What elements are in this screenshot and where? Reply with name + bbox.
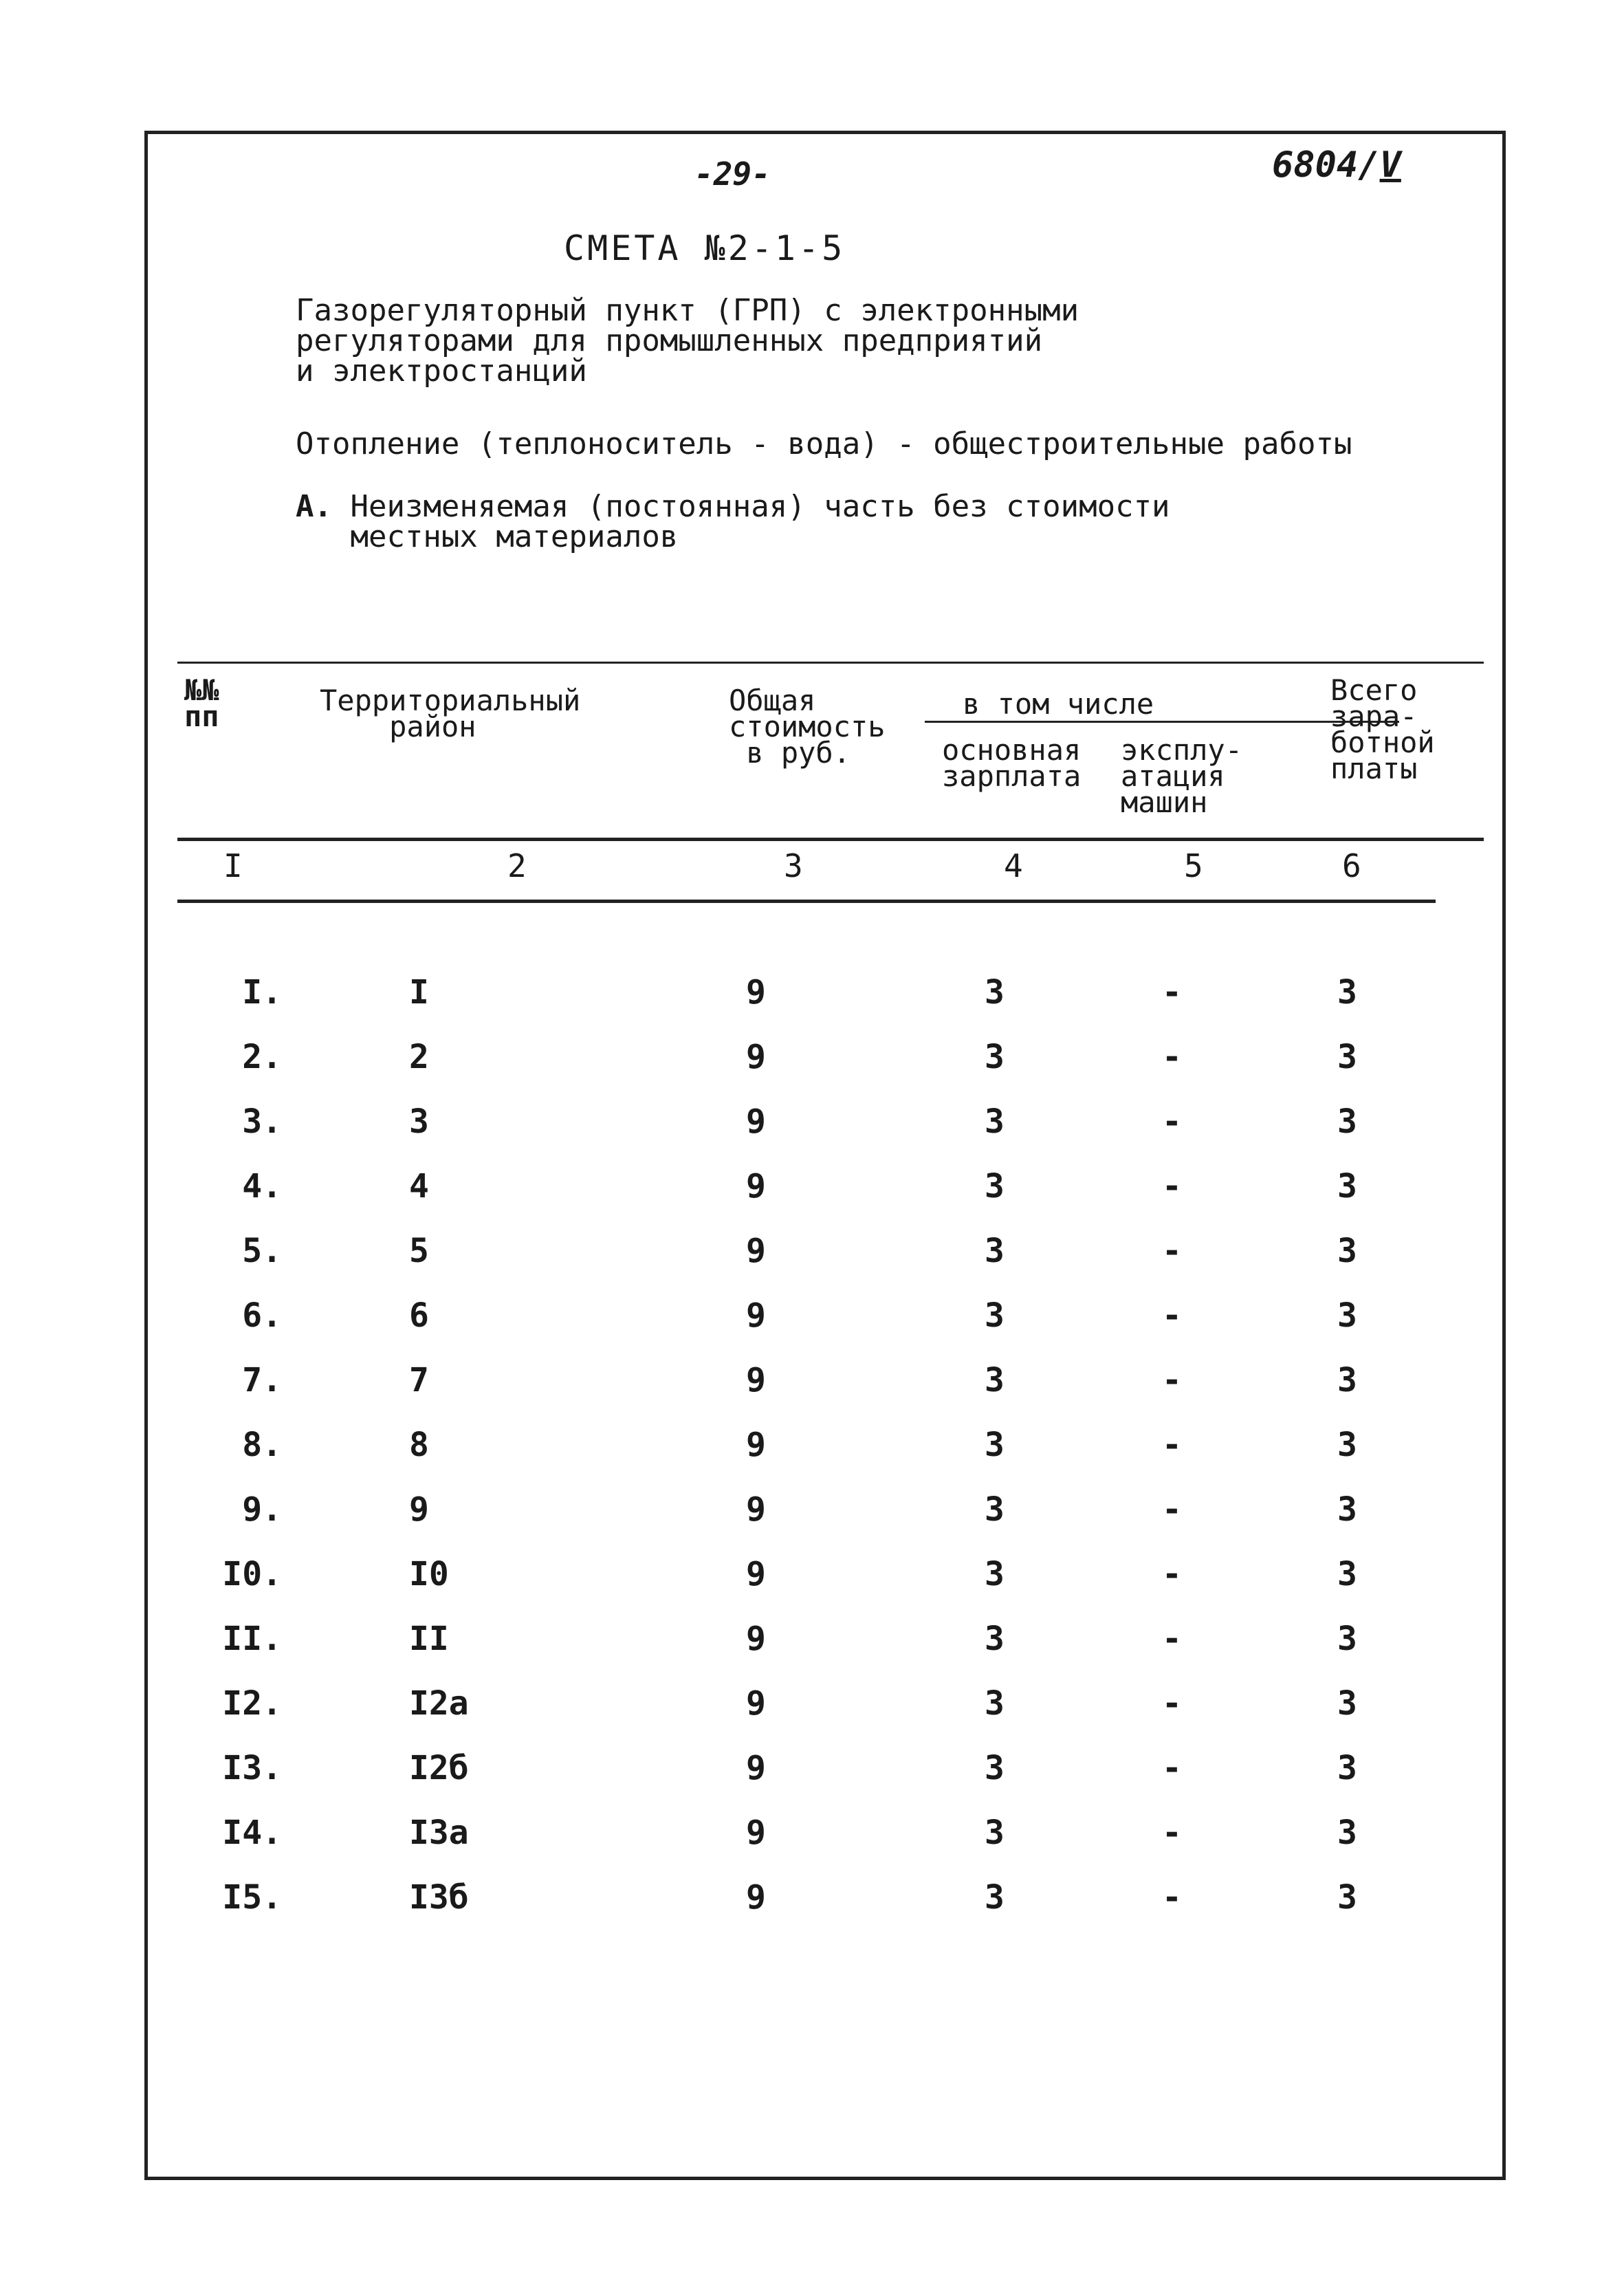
cell-wage: 3 [985,1232,1005,1270]
cell-total: 9 [746,1620,766,1658]
cell-total: 9 [746,1555,766,1593]
cell-wage: 3 [985,1102,1005,1141]
cell-machines: - [1162,1038,1182,1076]
cell-wage: 3 [985,1878,1005,1917]
estimate-title: СМЕТА №2-1-5 [564,228,846,268]
cell-machines: - [1162,1490,1182,1529]
cell-total-wage: 3 [1337,1620,1357,1658]
cell-total-wage: 3 [1337,1749,1357,1787]
cell-total: 9 [746,1296,766,1335]
cell-wage: 3 [985,1620,1005,1658]
cell-row-number: II. [222,1620,282,1658]
cell-machines: - [1162,1167,1182,1206]
cell-row-number: 4. [242,1167,282,1206]
part-text: Неизменяемая (постоянная) часть без стоимости местных материалов [350,489,1170,554]
cell-machines: - [1162,1102,1182,1141]
cell-machines: - [1162,1878,1182,1917]
cell-machines: - [1162,1684,1182,1723]
cell-total-wage: 3 [1337,1232,1357,1270]
header-total-wage: Всего зара- ботной платы [1330,673,1435,785]
cell-total-wage: 3 [1337,1684,1357,1723]
page-number: -29- [694,155,771,193]
cell-total: 9 [746,1878,766,1917]
cell-row-number: 8. [242,1426,282,1464]
column-number-5: 5 [1184,847,1203,884]
cell-total: 9 [746,1232,766,1270]
cell-total-wage: 3 [1337,973,1357,1012]
cell-total-wage: 3 [1337,1361,1357,1400]
cell-district: I2a [409,1684,469,1723]
cell-district: 3 [409,1102,429,1141]
cell-wage: 3 [985,1684,1005,1723]
cell-total-wage: 3 [1337,1167,1357,1206]
document-code [1272,144,1401,186]
cell-total-wage: 3 [1337,1296,1357,1335]
table-top-rule [177,662,1484,664]
cell-machines: - [1162,973,1182,1012]
cell-wage: 3 [985,1490,1005,1529]
cell-total-wage: 3 [1337,1102,1357,1141]
cell-wage: 3 [985,1814,1005,1852]
cell-district: 6 [409,1296,429,1335]
column-number-1: I [223,847,243,884]
cell-total: 9 [746,1102,766,1141]
cell-wage: 3 [985,973,1005,1012]
cell-district: I3б [409,1878,469,1917]
cell-wage: 3 [985,1555,1005,1593]
cell-total: 9 [746,1167,766,1206]
including-underline [925,721,1399,723]
column-numbers-rule [177,900,1436,903]
cell-total-wage: 3 [1337,1814,1357,1852]
cell-row-number: I2. [222,1684,282,1723]
cell-row-number: 7. [242,1361,282,1400]
header-including: в том числе [963,687,1154,721]
header-num: №№ пп [184,673,219,733]
column-number-6: 6 [1342,847,1361,884]
cell-row-number: 2. [242,1038,282,1076]
document-code-volume: V [1379,144,1401,186]
cell-total: 9 [746,1038,766,1076]
cell-row-number: 6. [242,1296,282,1335]
cell-total: 9 [746,1684,766,1723]
cell-total-wage: 3 [1337,1555,1357,1593]
cell-machines: - [1162,1555,1182,1593]
cell-total-wage: 3 [1337,1426,1357,1464]
cell-row-number: 9. [242,1490,282,1529]
cell-wage: 3 [985,1749,1005,1787]
column-number-2: 2 [507,847,527,884]
section-subtitle: Отопление (теплоноситель - вода) - общестроительные работы [296,426,1352,461]
cell-total: 9 [746,1749,766,1787]
cell-district: 2 [409,1038,429,1076]
cell-wage: 3 [985,1426,1005,1464]
cell-machines: - [1162,1296,1182,1335]
cell-row-number: 3. [242,1102,282,1141]
cell-total-wage: 3 [1337,1490,1357,1529]
cell-district: I0 [409,1555,449,1593]
cell-machines: - [1162,1620,1182,1658]
cell-machines: - [1162,1361,1182,1400]
cell-row-number: I5. [222,1878,282,1917]
header-total: Общая стоимость в руб. [729,684,886,770]
header-bottom-rule [177,838,1484,841]
cell-row-number: 5. [242,1232,282,1270]
cell-district: 5 [409,1232,429,1270]
cell-district: II [409,1620,449,1658]
cell-row-number: I3. [222,1749,282,1787]
cell-wage: 3 [985,1167,1005,1206]
cell-district: I2б [409,1749,469,1787]
cell-district: I [409,973,429,1012]
cell-total-wage: 3 [1337,1878,1357,1917]
cell-district: 7 [409,1361,429,1400]
cell-machines: - [1162,1426,1182,1464]
cell-district: I3a [409,1814,469,1852]
cell-total: 9 [746,1426,766,1464]
cell-machines: - [1162,1814,1182,1852]
cell-row-number: I0. [222,1555,282,1593]
cell-wage: 3 [985,1296,1005,1335]
document-code-number: 6804/ [1272,144,1380,186]
cell-total: 9 [746,973,766,1012]
cell-district: 9 [409,1490,429,1529]
cell-district: 4 [409,1167,429,1206]
header-wage: основная зарплата [942,733,1082,793]
cell-total: 9 [746,1361,766,1400]
column-number-4: 4 [1004,847,1023,884]
cell-total-wage: 3 [1337,1038,1357,1076]
header-district: Территориальный район [320,684,581,743]
cell-row-number: I4. [222,1814,282,1852]
header-machines: эксплу- атация машин [1121,733,1243,819]
cell-row-number: I. [242,973,282,1012]
cell-district: 8 [409,1426,429,1464]
part-letter: А. [296,489,332,524]
cell-machines: - [1162,1232,1182,1270]
cell-wage: 3 [985,1361,1005,1400]
cell-total: 9 [746,1814,766,1852]
cell-wage: 3 [985,1038,1005,1076]
part-heading [296,489,1170,554]
object-description: Газорегуляторный пункт (ГРП) с электронными регуляторами для промышленных предприятий и электростанций [296,293,1079,389]
cell-machines: - [1162,1749,1182,1787]
column-number-3: 3 [784,847,803,884]
cell-total: 9 [746,1490,766,1529]
